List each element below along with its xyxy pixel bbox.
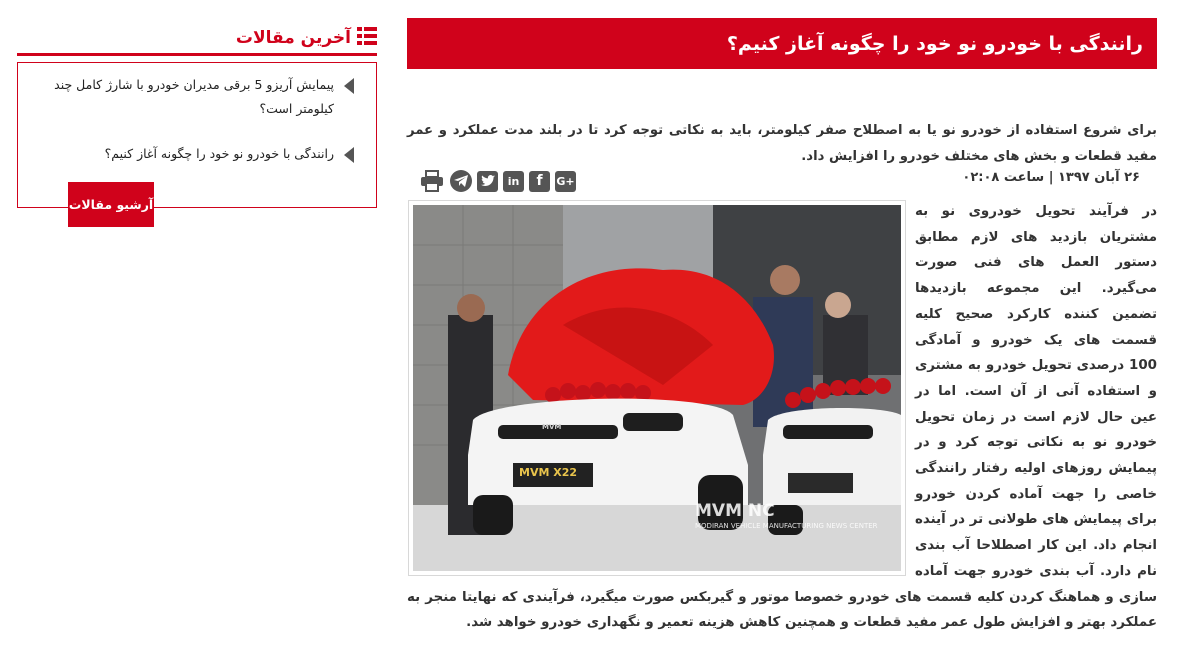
facebook-icon[interactable]: f <box>529 171 550 192</box>
car-badge: MVM <box>542 423 562 431</box>
sidebar-header <box>17 24 377 52</box>
sidebar-item-label[interactable]: پیمایش آریزو 5 برقی مدیران خودرو با شارژ کامل چند کیلومتر است؟ <box>54 77 334 116</box>
sidebar-item-article-2[interactable] <box>54 142 354 166</box>
archive-button[interactable]: آرشیو مقالات <box>68 182 154 227</box>
article-photo <box>408 200 906 576</box>
sidebar-item-article-1[interactable] <box>54 73 354 121</box>
photo-watermark-subtitle: MODIRAN VEHICLE MANUFACTURING NEWS CENTER <box>695 522 878 530</box>
sidebar-item-label[interactable]: رانندگی با خودرو نو خود را چگونه آغاز کنیم؟ <box>104 146 334 161</box>
twitter-icon[interactable] <box>477 171 498 192</box>
sidebar-divider <box>17 53 377 56</box>
car-plate-text: MVM X22 <box>519 466 578 479</box>
article-lead: برای شروع استفاده از خودرو نو یا به اصطلاح صفر کیلومتر، باید به نکاتی توجه کرد تا در بلند مدت عملکرد و عمر مفید قطعات و بخش های مختلف خودرو را افزایش داد. <box>407 123 1157 164</box>
telegram-icon[interactable] <box>450 170 472 192</box>
printer-icon[interactable] <box>419 169 445 193</box>
list-icon <box>357 27 377 49</box>
caret-left-icon <box>344 78 354 94</box>
linkedin-icon[interactable]: in <box>503 171 524 192</box>
article-title-bar <box>407 18 1157 69</box>
sidebar-title: آخرین مقالات <box>235 28 351 48</box>
article-title: رانندگی با خودرو نو خود را چگونه آغاز کنیم؟ <box>726 32 1143 55</box>
article-body-text: در فرآیند تحویل خودروی نو به مشتریان بازدید های لازم مطابق دستور العمل های فنی صورت می‌گیرد. این مجموعه بازدیدها تضمین کننده کارکرد صحیح کلیه قسمت های یک خودرو و آمادگی 100 درصدی تحویل خودرو به مشتری و استفاده آنی از آن است. اما در عین حال لازم است در زمان تحویل خودرو نو به نکاتی توجه کرد و در پیمایش روزهای اولیه رفتار رانندگی خاصی را جهت آماده کردن خودرو برای پیمایش های طولانی تر در آینده انجام داد. این کار اصطلاحا آب بندی نام دارد. آب بندی خودرو جهت آماده سازی و هماهنگ کردن کلیه قسمت های خودرو خصوصا موتور و گیربکس صورت میگیرد، فرآیندی که نهایتا منجر به عملکرد بهتر و افزایش طول عمر مفید قطعات و همچنین کاهش هزینه تعمیر و نگهداری خودرو خواهد شد. <box>407 204 1157 631</box>
google-plus-icon[interactable]: G+ <box>555 171 576 192</box>
share-bar <box>419 169 576 193</box>
photo-watermark: MVM NC <box>695 501 775 521</box>
article-date: ۲۶ آبان ۱۳۹۷ | ساعت ۰۲:۰۸ <box>962 170 1140 185</box>
caret-left-icon <box>344 147 354 163</box>
